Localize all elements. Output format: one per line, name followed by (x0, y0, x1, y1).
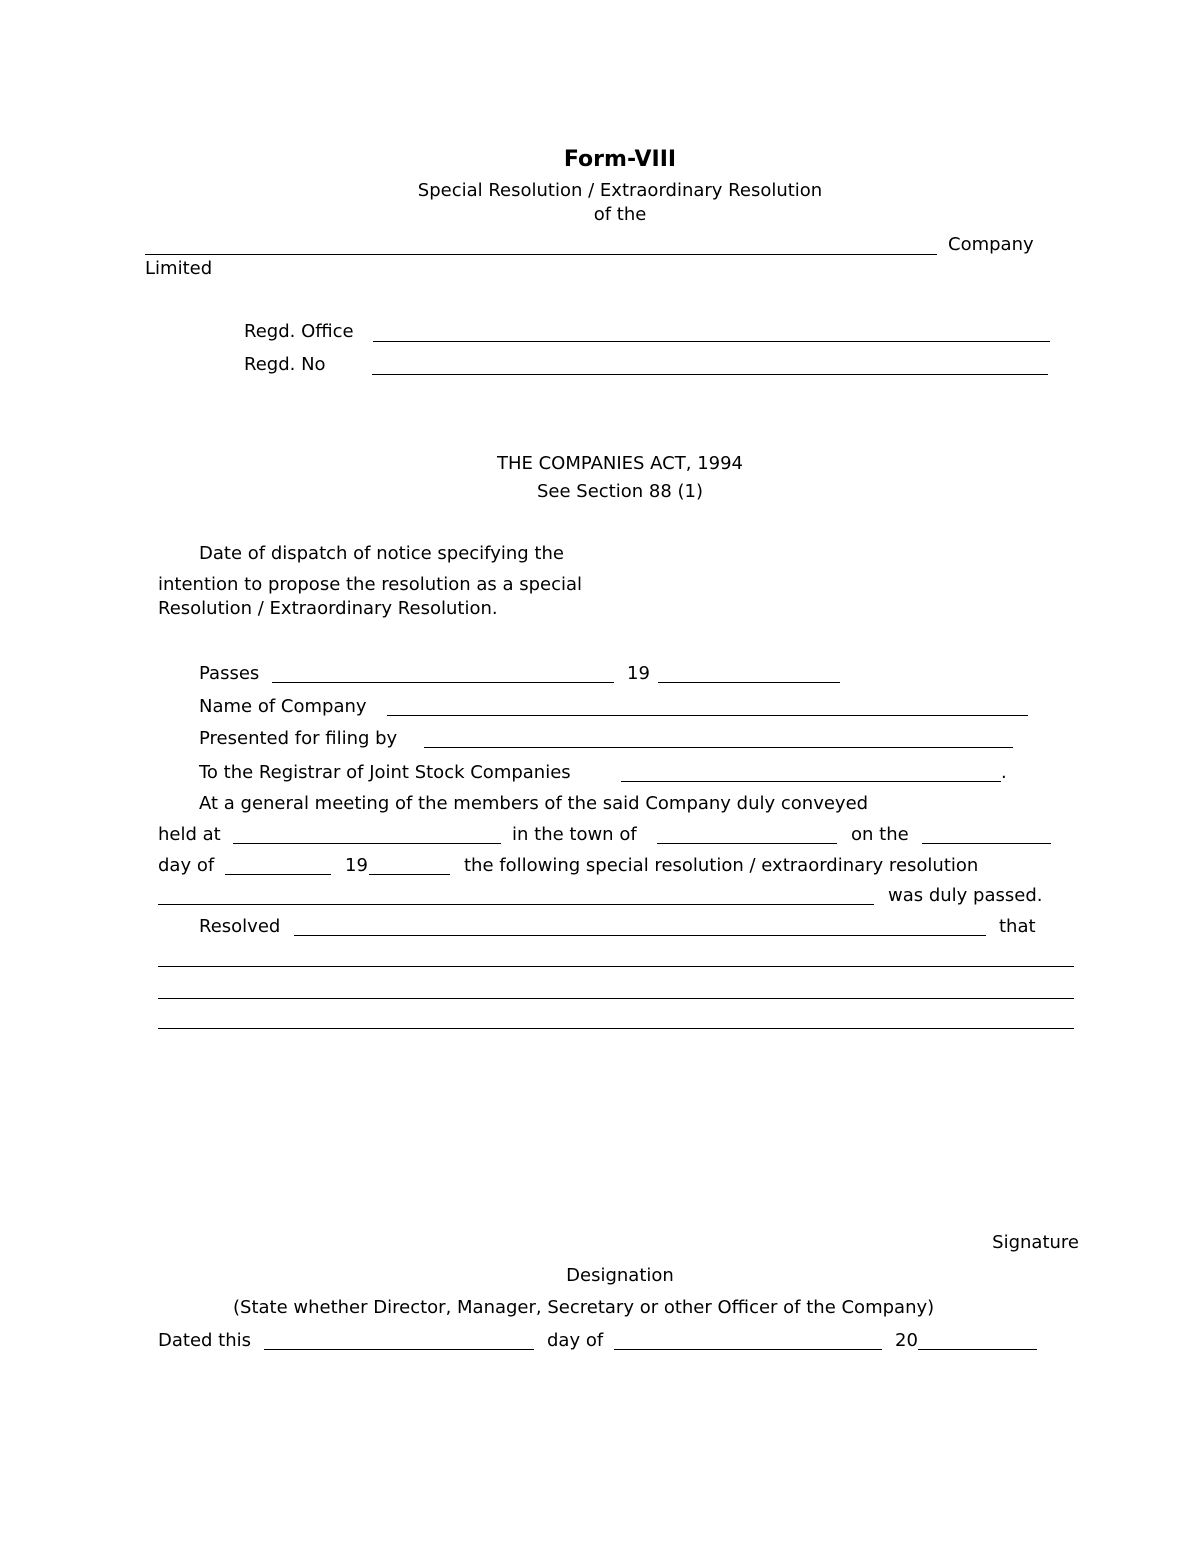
dated-day-blank[interactable] (264, 1349, 534, 1350)
presented-by-label: Presented for filing by (199, 728, 398, 749)
that-label: that (999, 916, 1036, 937)
notice-line-2: intention to propose the resolution as a special (158, 574, 583, 595)
signature-label: Signature (992, 1232, 1079, 1253)
regd-office-label: Regd. Office (244, 321, 354, 342)
town-blank[interactable] (657, 843, 837, 844)
registrar-label: To the Registrar of Joint Stock Companies (199, 762, 571, 783)
resolved-blank[interactable] (294, 935, 986, 936)
dated-month-blank[interactable] (614, 1349, 882, 1350)
registrar-blank[interactable] (621, 781, 1001, 782)
resolution-text-line-2[interactable] (158, 998, 1074, 999)
state-whether-note: (State whether Director, Manager, Secretary or other Officer of the Company) (233, 1297, 935, 1318)
day-of-label: day of (158, 855, 215, 876)
dated-day-of-label: day of (547, 1330, 604, 1351)
name-of-company-blank[interactable] (387, 715, 1028, 716)
day-of-blank[interactable] (225, 874, 331, 875)
passes-date-blank[interactable] (272, 682, 614, 683)
act-name: THE COMPANIES ACT, 1994 (496, 453, 743, 474)
registrar-period: . (1001, 762, 1007, 783)
dated-year-prefix: 20 (895, 1330, 918, 1351)
dated-this-label: Dated this (158, 1330, 252, 1351)
dated-year-blank[interactable] (918, 1349, 1037, 1350)
on-the-blank[interactable] (922, 843, 1051, 844)
limited-label: Limited (145, 258, 213, 279)
resolution-text-line-3[interactable] (158, 1028, 1074, 1029)
regd-no-label: Regd. No (244, 354, 326, 375)
act-section: See Section 88 (1) (536, 481, 704, 502)
meeting-year-blank[interactable] (369, 874, 450, 875)
company-suffix-label: Company (948, 234, 1034, 255)
held-at-label: held at (158, 824, 221, 845)
on-the-label: on the (851, 824, 909, 845)
meeting-line-1: At a general meeting of the members of the said Company duly conveyed (199, 793, 869, 814)
designation-label: Designation (566, 1265, 674, 1286)
held-at-blank[interactable] (233, 843, 501, 844)
resolution-text-line-1[interactable] (158, 966, 1074, 967)
presented-by-blank[interactable] (424, 747, 1013, 748)
passes-year-prefix: 19 (627, 663, 650, 684)
of-the-label: of the (593, 204, 647, 225)
resolved-label: Resolved (199, 916, 281, 937)
resolution-type-blank[interactable] (158, 904, 874, 905)
form-title: Form-VIII (563, 147, 677, 172)
was-passed-text: was duly passed. (888, 885, 1043, 906)
regd-no-blank[interactable] (372, 374, 1048, 375)
notice-line-1: Date of dispatch of notice specifying the (199, 543, 564, 564)
meeting-year-prefix: 19 (345, 855, 368, 876)
form-subtitle: Special Resolution / Extraordinary Resolution (417, 180, 823, 201)
company-name-blank[interactable] (145, 254, 937, 255)
regd-office-blank[interactable] (373, 341, 1050, 342)
name-of-company-label: Name of Company (199, 696, 367, 717)
notice-line-3: Resolution / Extraordinary Resolution. (158, 598, 498, 619)
passes-label: Passes (199, 663, 260, 684)
following-resolution-text: the following special resolution / extraordinary resolution (464, 855, 979, 876)
passes-year-blank[interactable] (658, 682, 840, 683)
in-town-label: in the town of (512, 824, 637, 845)
